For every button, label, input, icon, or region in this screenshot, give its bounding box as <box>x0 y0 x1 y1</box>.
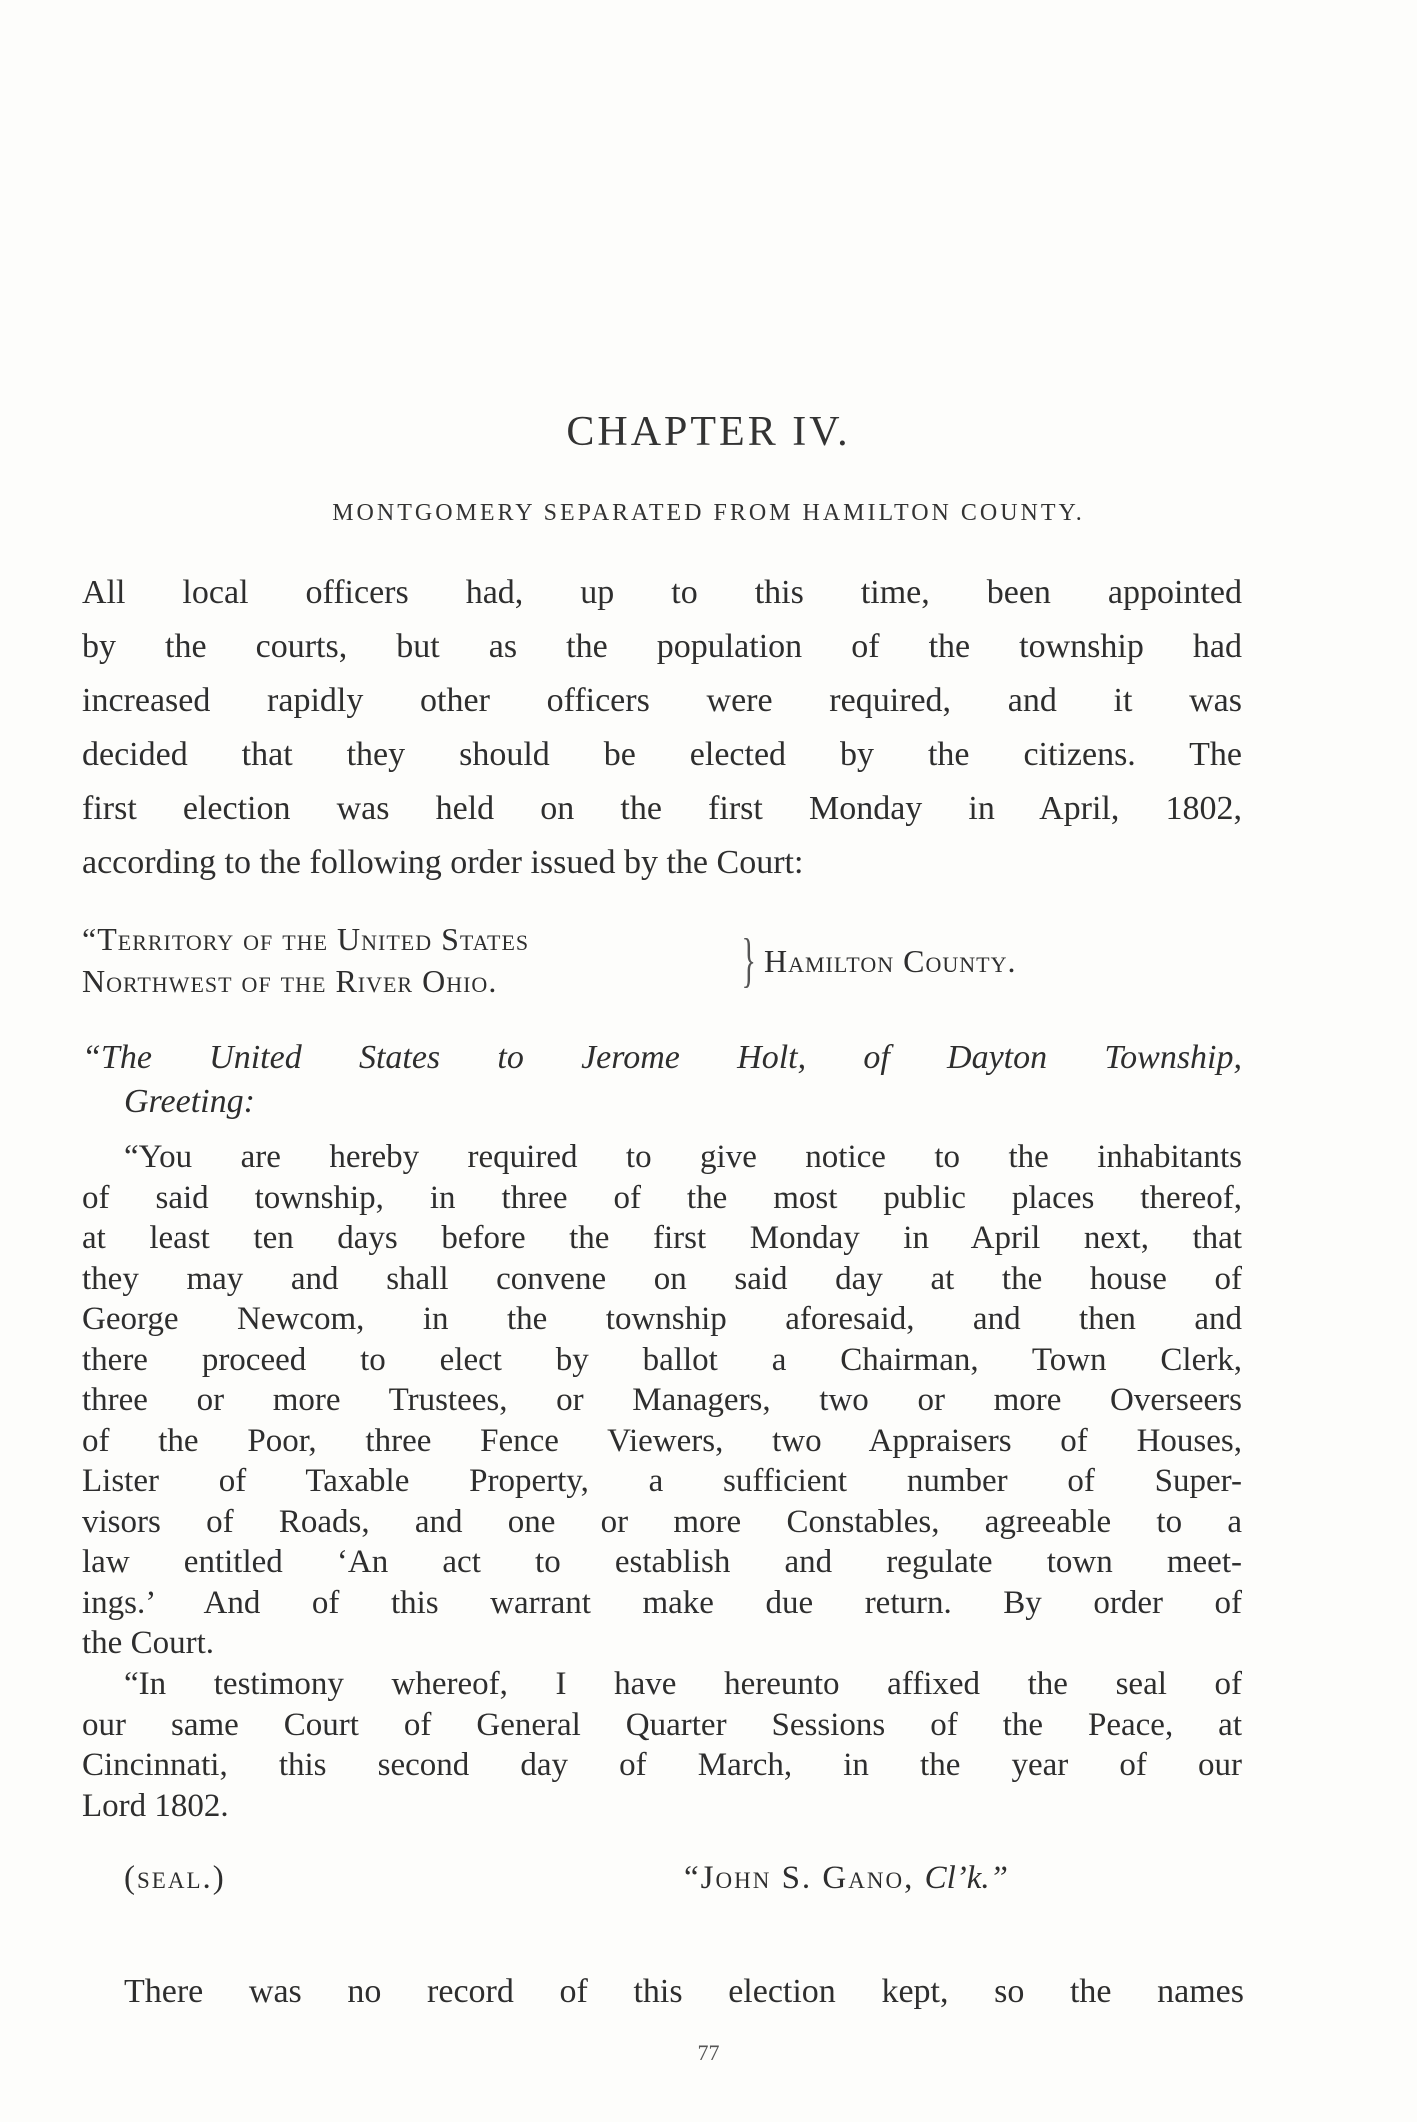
intro-line: All local officers had, up to this time, been appointed <box>82 574 1242 611</box>
intro-line: decided that they should be elected by the citizens. The <box>82 736 1242 773</box>
testimony-line: our same Court of General Quarter Sessions of the Peace, at <box>82 1706 1242 1743</box>
seal-mark: (seal.) <box>124 1860 226 1896</box>
clerk-name: “John S. Gano, <box>684 1860 915 1896</box>
order-line: the Court. <box>82 1625 214 1661</box>
order-line: “You are hereby required to give notice to the inhabitants <box>124 1139 1242 1175</box>
brace-icon: } <box>741 927 757 993</box>
intro-line: first election was held on the first Monday in April, 1802, <box>82 790 1242 827</box>
order-body <box>82 1137 1242 1664</box>
greeting-line-1: “The United States to Jerome Holt, of Dayton Township, <box>82 1039 1242 1076</box>
page-number: 77 <box>697 2040 720 2065</box>
greeting-line-2: Greeting: <box>124 1083 255 1120</box>
intro-line: according to the following order issued by the Court: <box>82 844 804 881</box>
order-line: visors of Roads, and one or more Constables, agreeable to a <box>82 1503 1242 1540</box>
territory-line-1: “Territory of the United States <box>82 921 530 957</box>
county-name: Hamilton County. <box>764 943 1017 979</box>
chapter-subtitle: MONTGOMERY SEPARATED FROM HAMILTON COUNTY. <box>332 500 1085 526</box>
order-line: three or more Trustees, or Managers, two or more Overseers <box>82 1382 1242 1418</box>
testimony-line: Cincinnati, this second day of March, in the year of our <box>82 1747 1242 1783</box>
order-line: George Newcom, in the township aforesaid, and then and <box>82 1301 1242 1337</box>
order-line: of the Poor, three Fence Viewers, two Appraisers of Houses, <box>82 1422 1242 1459</box>
greeting <box>82 1036 1242 1124</box>
testimony-line: Lord 1802. <box>82 1787 229 1824</box>
chapter-title: CHAPTER IV. <box>566 409 851 455</box>
territory-line-2: Northwest of the River Ohio. <box>82 963 498 999</box>
testimony <box>82 1664 1242 1826</box>
order-line: law entitled ‘An act to establish and regulate town meet- <box>82 1544 1242 1580</box>
order-line: they may and shall convene on said day at the house of <box>82 1260 1242 1297</box>
territory-lines <box>82 918 529 1002</box>
testimony-line: “In testimony whereof, I have hereunto affixed the seal of <box>124 1666 1242 1702</box>
order-line: of said township, in three of the most public places thereof, <box>82 1179 1242 1216</box>
order-heading <box>82 918 1262 1008</box>
intro-line: increased rapidly other officers were required, and it was <box>82 682 1242 719</box>
order-line: ings.’ And of this warrant make due return. By order of <box>82 1584 1242 1621</box>
clerk-signature <box>684 1858 1008 1898</box>
order-line: there proceed to elect by ballot a Chairman, Town Clerk, <box>82 1341 1242 1378</box>
order-line: Lister of Taxable Property, a sufficient number of Super- <box>82 1463 1242 1499</box>
intro-line: by the courts, but as the population of the township had <box>82 628 1242 665</box>
closing-line: There was no record of this election kept, so the names <box>124 1973 1244 2010</box>
clerk-title: Cl’k.” <box>924 1860 1009 1896</box>
order-line: at least ten days before the first Monday in April next, that <box>82 1220 1242 1256</box>
